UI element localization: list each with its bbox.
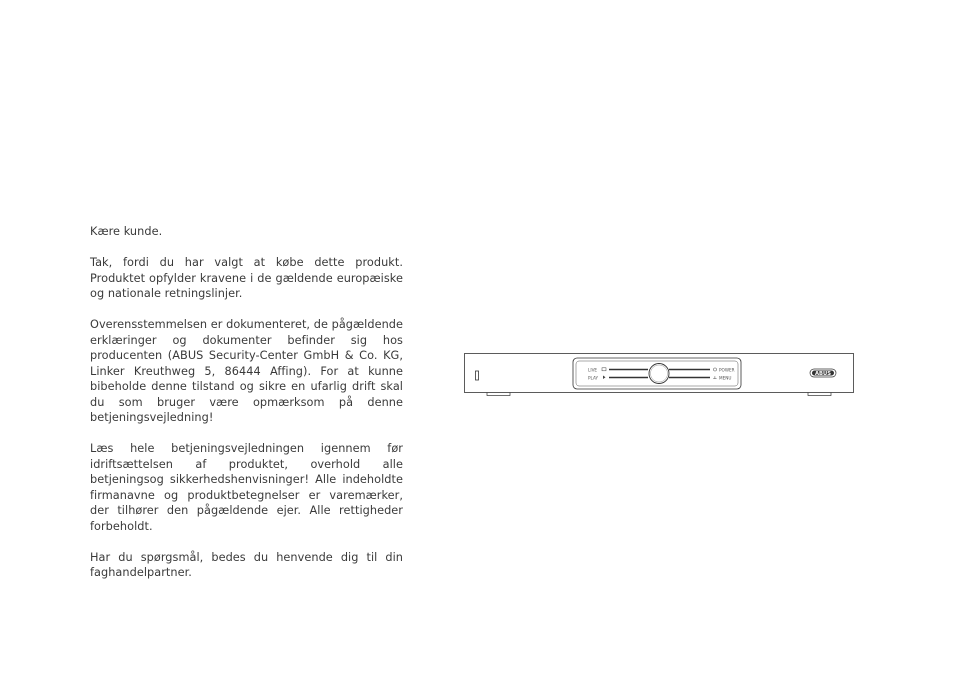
letter-text bbox=[90, 224, 403, 596]
device-front-panel bbox=[464, 353, 854, 398]
paragraph-conformity: Overensstemmelsen er dokumenteret, de pågældende erklæringer og dokumenter befinder sig hos producenten (ABUS Security-Center GmbH & Co. KG, Linker Kreuthweg 5, 86444 Affing). For at kunne bibeholde denne tilstand og sikre en ufarlig drift skal du som bruger være opmærksom på denne betjeningsvejledning! bbox=[90, 318, 403, 424]
paragraph-intro: Tak, fordi du har valgt at købe dette produkt. Produktet opfylder kravene i de gældende europæiske og nationale retningslinjer. bbox=[90, 256, 403, 300]
paragraph-questions: Har du spørgsmål, bedes du henvende dig til din faghandelpartner. bbox=[90, 550, 403, 579]
usb-slot bbox=[476, 371, 479, 380]
brand-logo: ABUS bbox=[815, 370, 831, 377]
device-illustration bbox=[464, 353, 854, 398]
menu-label: MENU bbox=[719, 375, 732, 381]
greeting: Kære kunde. bbox=[90, 225, 163, 238]
power-label: POWER bbox=[719, 367, 735, 373]
play-label: PLAY bbox=[588, 375, 599, 381]
jog-knob bbox=[649, 364, 669, 384]
live-label: LIVE bbox=[588, 367, 598, 373]
paragraph-read-manual: Læs hele betjeningsvejledningen igennem før idriftsættelsen af produktet, overhold alle betjeningsog sikkerhedshenvisninger! Alle indeholdte firmanavne og produktbetegnelser er varemærker, der tilhører den pågældende ejer. Alle rettigheder forbeholdt. bbox=[90, 442, 403, 533]
